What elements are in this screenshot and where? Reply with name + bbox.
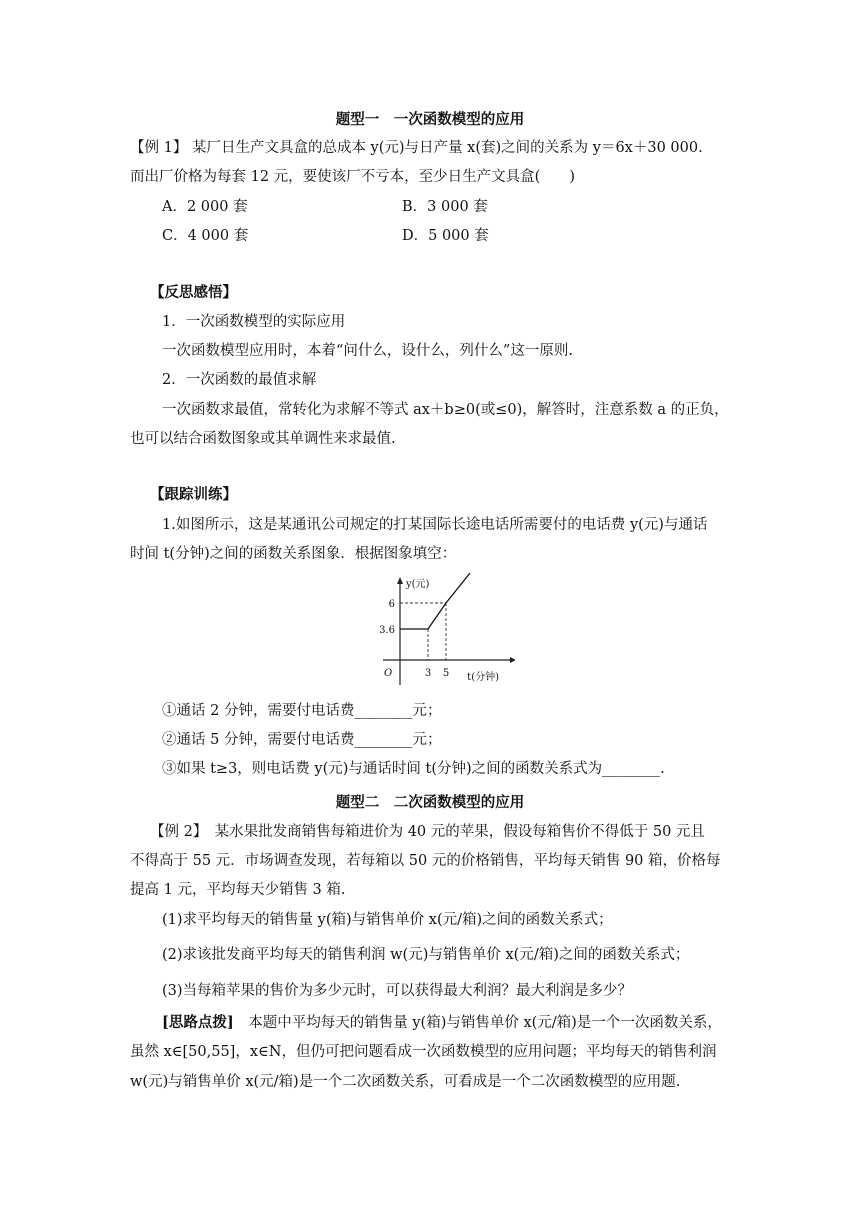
hint-label: [思路点拨]: [162, 1014, 234, 1031]
section1-heading: 题型一 一次函数模型的应用: [335, 111, 525, 128]
x-axis-label: t(分钟): [467, 672, 499, 683]
origin-label: O: [384, 668, 393, 679]
y-tick-3-6: 3.6: [379, 625, 395, 636]
option-c: C．4 000 套: [162, 228, 249, 244]
example2-line3: 提高 1 元，平均每天少销售 3 箱.: [130, 882, 346, 898]
reflection-p1-body: 一次函数模型应用时，本着“问什么，设什么，列什么”这一原则.: [162, 343, 573, 359]
practice-title: 【跟踪训练】: [150, 486, 237, 503]
example2-q2: (2)求该批发商平均每天的销售利润 w(元)与销售单价 x(元/箱)之间的函数关系式；: [162, 947, 690, 963]
reflection-title: 【反思感悟】: [150, 284, 237, 301]
y-axis-label: y(元): [406, 579, 430, 590]
example1-line1: 【例 1】 某厂日生产文具盒的总成本 y(元)与日产量 x(套)之间的关系为 y＝6x＋30 000.: [130, 140, 703, 156]
x-tick-3: 3: [424, 668, 432, 679]
option-a: A．2 000 套: [162, 199, 248, 215]
y-tick-6: 6: [388, 599, 395, 610]
y-axis-arrow: [397, 577, 403, 584]
reflection-p2-body1: 一次函数求最值，常转化为求解不等式 ax＋b≥0(或≤0)，解答时，注意系数 a 的正负，: [162, 402, 729, 418]
section2-heading: 题型二 二次函数模型的应用: [335, 794, 525, 811]
hint-line1: 本题中平均每天的销售量 y(箱)与销售单价 x(元/箱)是一个一次函数关系，: [233, 1015, 722, 1031]
reflection-p2-title: 2．一次函数的最值求解: [162, 372, 317, 388]
practice-blank1: ①通话 2 分钟，需要付电话费________元；: [162, 703, 442, 719]
practice-q1-line1: 1.如图所示，这是某通讯公司规定的打某国际长途电话所需要付的电话费 y(元)与通话: [162, 517, 708, 533]
hint-line1-row: [162, 1013, 722, 1033]
phone-cost-graph: [345, 572, 515, 692]
example2-line2: 不得高于 55 元．市场调查发现，若每箱以 50 元的价格销售，平均每天销售 90 箱，价格每: [130, 853, 721, 869]
x-tick-5: 5: [442, 668, 450, 679]
x-axis-arrow: [510, 657, 515, 663]
reflection-p2-body2: 也可以结合函数图象或其单调性来求最值.: [130, 431, 396, 447]
example2-line1: 【例 2】 某水果批发商销售每箱进价为 40 元的苹果，假设每箱售价不得低于 50 元且: [150, 824, 705, 840]
practice-q1-line2: 时间 t(分钟)之间的函数关系图象．根据图象填空：: [130, 546, 457, 562]
practice-blank2: ②通话 5 分钟，需要付电话费________元；: [162, 732, 442, 748]
hint-line2: 虽然 x∈[50,55]，x∈N，但仍可把问题看成一次函数模型的应用问题；平均每天的销售利润: [130, 1044, 717, 1060]
practice-blank3: ③如果 t≥3，则电话费 y(元)与通话时间 t(分钟)之间的函数关系式为________.: [162, 761, 665, 777]
option-b: B．3 000 套: [402, 199, 488, 215]
reflection-p1-title: 1．一次函数模型的实际应用: [162, 314, 346, 330]
example1-line2: 而出厂价格为每套 12 元，要使该厂不亏本，至少日生产文具盒( ): [130, 169, 575, 185]
example2-q3: (3)当每箱苹果的售价为多少元时，可以获得最大利润？最大利润是多少？: [162, 983, 633, 999]
hint-line3: w(元)与销售单价 x(元/箱)是一个二次函数关系，可看成是一个二次函数模型的应用题.: [130, 1074, 681, 1090]
option-d: D．5 000 套: [402, 228, 489, 244]
example2-q1: (1)求平均每天的销售量 y(箱)与销售单价 x(元/箱)之间的函数关系式；: [162, 912, 613, 928]
